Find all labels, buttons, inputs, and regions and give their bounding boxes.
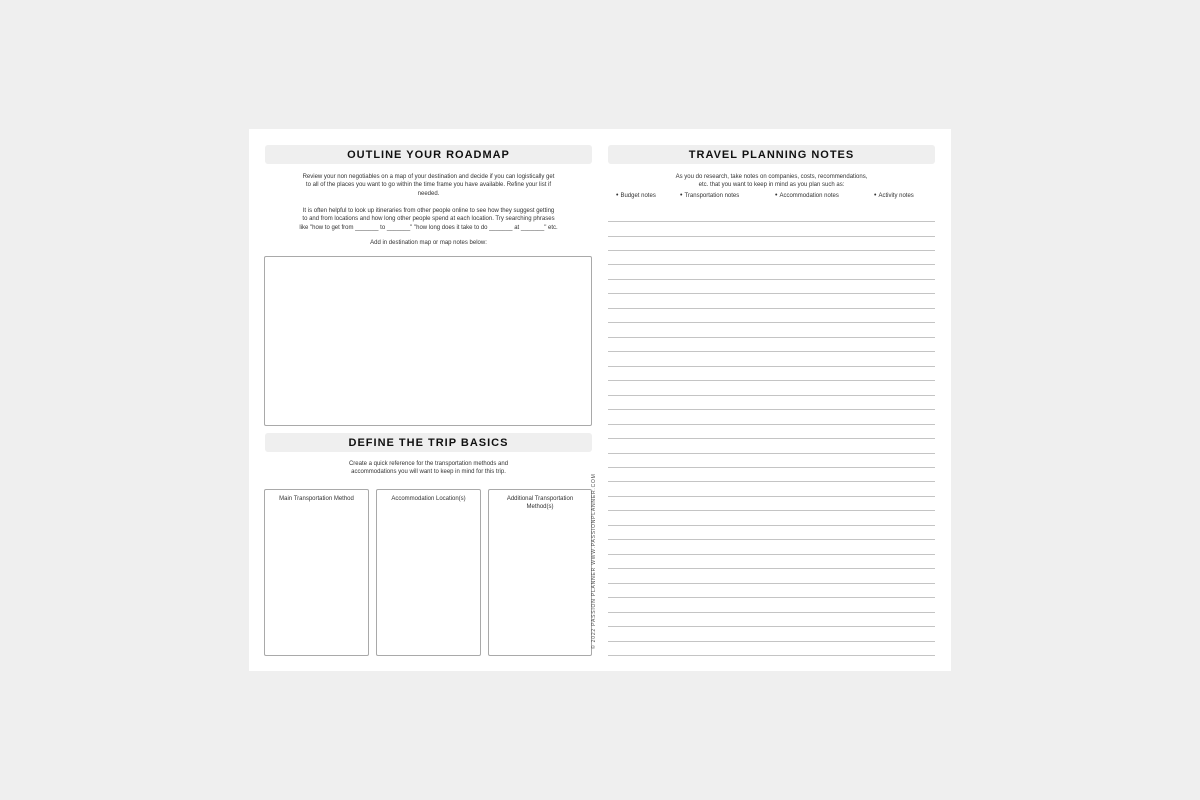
note-line[interactable] (608, 293, 935, 294)
note-line[interactable] (608, 612, 935, 613)
note-line[interactable] (608, 525, 935, 526)
note-line[interactable] (608, 308, 935, 309)
bullet-accommodation (775, 192, 839, 199)
note-line[interactable] (608, 626, 935, 627)
map-prompt-text: Add in destination map or map notes below: (370, 240, 487, 246)
roadmap-paragraph-2 (265, 207, 592, 232)
note-line[interactable] (608, 250, 935, 251)
note-line[interactable] (608, 554, 935, 555)
note-line[interactable] (608, 409, 935, 410)
travel-notes-intro-line2: etc. that you want to keep in mind as you plan such as: (698, 182, 845, 189)
map-notes-box[interactable] (264, 256, 592, 426)
main-transportation-label: Main Transportation Method (279, 496, 354, 502)
roadmap-p2-line1: It is often helpful to look up itineraries from other people online to see how they suggest getting (302, 208, 555, 214)
note-line[interactable] (608, 655, 935, 656)
bullet-dot-icon: • (775, 192, 778, 199)
roadmap-p1-line3: needed. (417, 190, 440, 197)
bullet-budget (616, 192, 656, 199)
bullet-transportation-label: Transportation notes (684, 193, 740, 199)
note-line[interactable] (608, 279, 935, 280)
note-line[interactable] (608, 366, 935, 367)
note-line[interactable] (608, 380, 935, 381)
bullet-budget-label: Budget notes (620, 193, 656, 199)
note-line[interactable] (608, 641, 935, 642)
roadmap-title: OUTLINE YOUR ROADMAP (347, 148, 510, 161)
note-line[interactable] (608, 583, 935, 584)
note-line[interactable] (608, 453, 935, 454)
bullet-dot-icon: • (616, 192, 619, 199)
trip-basics-intro (265, 460, 592, 477)
trip-basics-header (265, 433, 592, 452)
bullet-activity-label: Activity notes (878, 193, 914, 199)
notes-bullet-list (608, 192, 935, 204)
note-line[interactable] (608, 264, 935, 265)
roadmap-header (265, 145, 592, 164)
bullet-dot-icon: • (680, 192, 683, 199)
note-line[interactable] (608, 236, 935, 237)
copyright-vertical-text: © 2022 PASSION PLANNER WWW.PASSIONPLANNER.COM (591, 473, 597, 649)
accommodation-box[interactable] (376, 489, 481, 656)
roadmap-p1-line1: Review your non negotiables on a map of your destination and decide if you can logistically get (302, 174, 555, 180)
additional-transportation-label: Additional Transportation Method(s) (506, 496, 574, 510)
note-line[interactable] (608, 424, 935, 425)
travel-notes-title: TRAVEL PLANNING NOTES (688, 148, 855, 161)
additional-transportation-box[interactable] (488, 489, 592, 656)
bullet-transportation (680, 192, 739, 199)
travel-notes-intro-line1: As you do research, take notes on companies, costs, recommendations, (675, 174, 868, 180)
accommodation-label: Accommodation Location(s) (391, 496, 466, 502)
roadmap-p2-line3: like "how to get from _______ to _______" "how long does it take to do _______ at _______" etc. (299, 224, 558, 231)
note-line[interactable] (608, 322, 935, 323)
note-line[interactable] (608, 597, 935, 598)
note-line[interactable] (608, 337, 935, 338)
bullet-activity (874, 192, 914, 199)
roadmap-p2-line2: to and from locations and how long other people spend at each location. Try searching phrases (302, 216, 555, 223)
note-line[interactable] (608, 351, 935, 352)
note-line[interactable] (608, 510, 935, 511)
trip-basics-title: DEFINE THE TRIP BASICS (348, 436, 509, 449)
map-prompt (265, 239, 592, 247)
trip-basics-intro-line1: Create a quick reference for the transportation methods and (348, 461, 509, 467)
travel-notes-intro (608, 173, 935, 190)
note-line[interactable] (608, 481, 935, 482)
planner-sheet (249, 129, 951, 671)
note-line[interactable] (608, 395, 935, 396)
roadmap-paragraph-1 (265, 173, 592, 198)
trip-basics-intro-line2: accommodations you will want to keep in mind for this trip. (351, 469, 506, 476)
note-line[interactable] (608, 496, 935, 497)
main-transportation-box[interactable] (264, 489, 369, 656)
note-line[interactable] (608, 467, 935, 468)
travel-notes-header (608, 145, 935, 164)
bullet-accommodation-label: Accommodation notes (779, 193, 839, 199)
note-line[interactable] (608, 539, 935, 540)
note-line[interactable] (608, 221, 935, 222)
bullet-dot-icon: • (874, 192, 877, 199)
note-line[interactable] (608, 568, 935, 569)
note-line[interactable] (608, 438, 935, 439)
roadmap-p1-line2: to all of the places you want to go within the time frame you have available. Refine your list if (305, 182, 552, 189)
